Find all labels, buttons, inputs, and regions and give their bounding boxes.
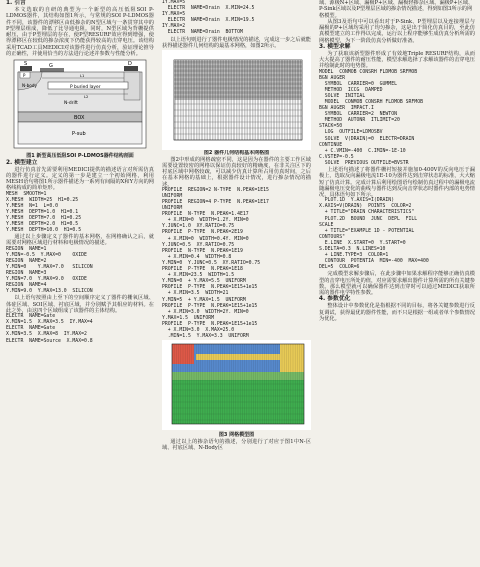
code-line: PROFILE P-TYPE N.PEAK=1E15+1e15 <box>162 303 258 309</box>
code-line: X.MIN=1.5 X.MAX=3.5 IY.MAX=4 <box>6 320 93 326</box>
p-sub-label: P-sub <box>72 131 86 137</box>
code-line: X.MESH WIDTH=25 H1=0.25 <box>6 197 79 203</box>
code-line: + LINE.TYPE=3 COLOR=1 <box>319 253 389 259</box>
code-line: MODEL CONMOB CONSRH FLDMOB SRFMOB <box>319 69 418 75</box>
figure-1 <box>6 58 154 152</box>
electrode-paragraph: 以上语句则进行了器件电极情况的描述，完成这一步之后就能获得描述器件几何结构的最基本网格，如图2所示。 <box>162 36 311 49</box>
code-line: + X.MIN=0 WIDTH=1.2Y. MIN=0 <box>162 218 249 224</box>
code-line: + X.MIN=3.0 X.MAX=25.0 <box>162 327 235 333</box>
code-line: Y.MESH DEPTH=7.0 H1=0.25 <box>6 215 82 221</box>
figure-3 <box>162 340 311 432</box>
code-line: UNIFORM <box>162 206 183 212</box>
code-line: Y.JUNC=1.0 XY.RATIO=0.75 <box>162 224 235 230</box>
plot-paragraph: 完成模型求解步骤后，在此步骤中如果求解程序能够正确仿真模型的击穿电压所处的值，对应需要求解出器件计算所需的所有关键参数。那么模型就可以确保器件达到击穿时可以通过MEDICI获取所需的器件电学特性参数。 <box>319 271 475 297</box>
section-2-paragraph: 进行仿真首先需要利用MEDICI提供的描述语言对所需仿真的器件进行定义。定义的第一步是建立一个初始网格，利用MESH语句将图1所示器件描述为一系列有间隔的X和Y方向的网格线构成的简单矩形。 <box>6 166 154 192</box>
source-label: S <box>24 61 28 67</box>
column-2 <box>162 0 311 567</box>
code-line: .MIN=1.5 Y.MAX=3.3 UNIFORM <box>162 334 249 340</box>
code-line: ELECTR NAME=Source X.MAX=0.8 <box>6 338 93 344</box>
code-line: LOG OUTFILE=LDMOSBV <box>319 130 383 136</box>
section-3-heading: 3. 模型求解 <box>319 43 351 50</box>
code-line: Y.JUNC=0.5 XY.RATIO=0.75 <box>162 242 235 248</box>
section-1-heading: 1. 引言 <box>6 0 26 6</box>
code-line: ELECTR NAME=Gate <box>6 326 56 332</box>
code-line: PROFILE REGION=2 N-TYPE N.PEAK=1E15 <box>162 187 269 193</box>
code-line: + C.VMIN=-400 C.IMIN=-1E-10 <box>319 148 406 154</box>
code-line: REGION NAME=3 <box>6 271 47 277</box>
section-3-paragraph: 为了获取该新型器件形成了有效地Triple RESURF结构，从而大大提高了器件的耐压性能，模型求解选择了求解该器件的击穿电压并绘制此时的电势图。 <box>319 50 475 70</box>
drain-label: D <box>128 61 132 67</box>
code-line: PROFILE P-TYPE N.PEAK=2E19 <box>162 230 243 236</box>
code-line: C.VSTEP=-0.5 <box>319 154 354 160</box>
code-line: X.AXIS=V(DRAIN) POINTS COLOR=2 <box>319 204 412 210</box>
electrode-code-continued <box>162 0 311 37</box>
profile-code-block <box>162 188 311 340</box>
code-line: BGN AUGER <box>319 75 345 81</box>
code-line: E.LINE X.START=0 Y.START=0 <box>319 240 406 246</box>
code-line: CONTOUR POTENTIA MIN=-400 MAX=400 <box>319 259 429 265</box>
code-line: PROFILE N-TYPE N.PEAK=1.4E17 <box>162 212 249 218</box>
code-line: + X.MIN=23.5 WIDTH=1.5 <box>162 273 235 279</box>
code-line: ELECTR NAME=Drain X.MIN=24.5 <box>162 6 255 12</box>
code-line: IY.MAX=2 <box>162 24 186 30</box>
section-2-heading: 2. 模型建立 <box>6 159 38 166</box>
code-line: Y.MIN=0 + Y.MAX=5.5 UNIFORM <box>162 279 246 285</box>
code-line: ELECTR NAME=Drain BOTTOM <box>162 30 243 36</box>
code-line: SOLVE V(DRAIN)=0 ELECTR=DRAIN <box>319 136 415 142</box>
code-line: SCALE <box>319 222 334 228</box>
code-line: BGN AUGER IMPACT.I <box>319 106 374 112</box>
code-line: SOLVE PREVIOUS OUTFILE=BVSTR <box>319 160 409 166</box>
model-code-block <box>319 70 475 168</box>
code-line: METHOD AUTONR ITLIMIT=20 <box>319 118 400 124</box>
code-line: Y.MIN=5 + Y.MAX=1.5 UNIFORM <box>162 297 246 303</box>
mesh-grid-figure <box>162 50 311 150</box>
code-line: Y.MESH N=1 L=0.0 <box>6 203 58 209</box>
gate-label: G <box>49 63 53 69</box>
code-line: Y.MESH DEPTH=2.0 H1=0.5 <box>6 221 79 227</box>
section-4-paragraph: 整体设计中参数优化是指根据不同的目标，将各关键参数进行反复调试，获得最优的器件性能，而不只是根据一组或者单个参数情况为优化。 <box>319 303 475 322</box>
code-line: Y.MIN=-0.5 Y.MAX=0 OXIDE <box>6 252 87 258</box>
model-paragraph: 上述语句描述了将器件栅衬短接并施加0-400V的反向电压于漏极上，选取反向漏极电流1E-10为器件达到击穿状态的标准，大大缩短了仿真计算。完成计算后利用绘图语句绘制仿真过程中的漏极电流随漏极电压变化的曲线与器件达到反向击穿状态时器件内部的电势情况，具体语句如下所示。 <box>319 167 475 198</box>
code-line: DEL=5 COLOR=6 <box>319 265 360 271</box>
code-line: SYMBOL CARRIER=2 NEWTON <box>319 112 397 118</box>
code-line: + X.MIN=0 WIDTH=0.4Y. MIN=0 <box>162 236 249 242</box>
plot-code-block <box>319 198 475 271</box>
code-line: MESH SMOOTH=1 <box>6 191 47 197</box>
code-line: PROFILE P-TYPE N.PEAK=1E15+1e15 <box>162 321 258 327</box>
code-line: UNIFORM <box>162 193 183 199</box>
n-body-label: N-body <box>22 83 37 88</box>
code-line: Y.MESH DEPTH=1.0 H1=0.1 <box>6 209 79 215</box>
code-line: CONTOURS" <box>319 234 345 240</box>
mesh-code-block <box>6 192 154 235</box>
code-line: CONTINUE <box>319 142 343 148</box>
code-line: PLOT.2D BOUND JUNC DEPL FILL <box>319 216 418 222</box>
region-intro-paragraph: 通过以上步骤定义了器件的基本网格，在网格确认之后，就需要对网格区域进行材料和电极情况的描述。 <box>6 234 154 247</box>
column-3 <box>319 0 475 567</box>
region-code-block <box>6 247 154 296</box>
intro-paragraph: 本文选取的自研的典型为一个新型的高压低阻SOI P-LDMOS器件，其结构如图1所示，与常规的SOI P-LDMOS器件不同，该器件的漂移区由低掺杂的N型区域与一条贯穿其中的P型埋层组成，降低了比导通电阻。同时，N型区域为背栅提供耐压，由于P型埋层的存在，使P型RESURF效应得到增强，使得漂移区在较低的掺杂浓度下仍能获得较高的击穿电压。该结构采用TCAD工具MEDICI对该器件进行仿真分析，验证理论推导的正确性，并使用恰当的方法进行论述并参数与性能分析。 <box>6 7 154 57</box>
col3-top-paragraph: 域、源极N+区域、漏极P+区域、漏极轻掺杂区域、漏极P+区域、P-Sink区域以及P型埋层区域的掺杂情况描述，得到如图3所示的网格模型。 <box>319 0 474 19</box>
electrode-intro-paragraph: 以上语句按照由上至下的空间顺序定义了器件的栅氧区域、体硅区域、SOI区域、衬底区域，并分别赋予其相应的材料。在此之外，由这四个区域组成了该器件的主体结构。 <box>6 295 154 314</box>
code-line: PROFILE P-TYPE N.PEAK=1E18 <box>162 267 243 273</box>
code-line: + X.MIN=3.5 WIDTH=21 <box>162 291 229 297</box>
code-line: SYMBOL CARRIER=0 GUMMEL <box>319 81 397 87</box>
section-4-heading: 4. 参数优化 <box>319 296 351 303</box>
code-line: S.DELTA=0.3 N.LINES=10 <box>319 247 386 252</box>
code-line: Y.MIN=7.0 Y.MAX=9.0 OXIDE <box>6 277 87 283</box>
electrode-code-block <box>6 314 154 344</box>
code-line: Y.MIN=0 Y.MAX=7.0 SILICON <box>6 264 93 270</box>
code-line: + X.MIN=3.0 WIDTH=2Y. MIN=0 <box>162 309 249 315</box>
code-line: + TITLE="EXAMPLE 1D - POTENTIAL <box>319 228 415 234</box>
code-line: Y.MESH DEPTH=10.0 H1=0.5 <box>6 228 82 234</box>
mesh-lines <box>174 60 302 140</box>
figure-1-caption: 图1 新型高压低阻SOI P-LDMOS器件结构剖面 <box>26 153 134 159</box>
code-line: + TITLE="DRAIN CHARACTERISTICS" <box>319 210 415 216</box>
p-body-label: P <box>23 73 26 78</box>
code-line: PROFILE P-TYPE N.PEAK=1E15+1e15 <box>162 285 258 291</box>
col3-paragraph-2: 从图3及语句中可以看出对于P-Sink、P型埋层以及连接埋层与漏极的P+区域均采用了均匀掺杂，这是出于简化仿真目的，至此仿真模型建立的工作得以完成，运行以上程序能够生成仿真分析所需的网格模型，为下一阶段仿真分析做好准备。 <box>319 18 475 44</box>
code-line: SOLVE INITIAL <box>319 93 366 99</box>
code-line: STACK=50 <box>319 124 343 130</box>
code-line: Y.MIN=9.0 Y.MAX=13.0 SILICON <box>6 289 93 295</box>
code-line: + X.MIN=0.4 WIDTH=0.8 <box>162 254 232 260</box>
figure-3-caption: 图3 网格模型图 <box>218 432 255 439</box>
figure-2 <box>162 50 311 150</box>
dimension-label-2: L2 <box>84 95 89 99</box>
code-line: IY.MAX=5 <box>162 12 186 18</box>
device-cross-section-diagram <box>12 58 148 150</box>
figure-2-paragraph: 图2中形成的网格疏密不同，这是因为在器件的主要工作区域需要设置较密的网格以保证仿真较好的精确度，在非关注区下的衬底区域中网格较疏，可以减少仿真计算所占用仿真时间，之后在基本网格的基础上，根据器件设计情况，进行掺杂情况的描述。 <box>162 156 311 188</box>
code-line: X.MIN=3.5 X.MAX=8 IY.MAX=2 <box>6 332 87 338</box>
box-label: BOX <box>74 115 85 121</box>
figure-2-caption: 图2 器件几何结构基本网格图 <box>203 150 270 157</box>
code-line: REGION NAME=1 <box>6 246 47 252</box>
p-buried-layer-label: P buried layer <box>70 85 101 90</box>
code-line: METHOD ICCG DAMPED <box>319 87 383 93</box>
code-line: ELECTR NAME=Gate <box>6 314 56 320</box>
code-line: ELECTR NAME=Drain X.MIN=19.5 <box>162 18 255 24</box>
code-line: REGION NAME=4 <box>6 283 47 289</box>
code-line: Y.MIN=0 Y.JUNC=0.5 XY.RATIO=0.75 <box>162 260 261 266</box>
mesh-overlay-lines <box>172 344 304 424</box>
n-drift-label: N-drift <box>64 101 78 106</box>
code-line: PROFILE N-TYPE N.PEAK=1E19 <box>162 248 243 254</box>
code-line: PLOT.1D Y.AXIS=I(DRAIN) <box>319 198 395 204</box>
figure-3-paragraph: 通过以上的掺杂语句的描述，分别进行了对应于图1中N-区域、衬底区域、N-Body区 <box>162 438 311 451</box>
dimension-label-1: L1 <box>80 74 85 78</box>
code-line: Y.MAX=1.5 UNIFORM <box>162 315 214 321</box>
mesh-model-figure <box>162 340 311 430</box>
code-line: MODEL CONMOB CONSRH FLDMOB SRFMOB <box>319 99 423 105</box>
code-line: REGION NAME=2 <box>6 258 47 264</box>
code-line: PROFILE REGION=4 P-TYPE N.PEAK=1E17 <box>162 200 269 205</box>
column-1 <box>6 0 154 567</box>
code-line: IY.MAX=5 <box>162 0 186 5</box>
